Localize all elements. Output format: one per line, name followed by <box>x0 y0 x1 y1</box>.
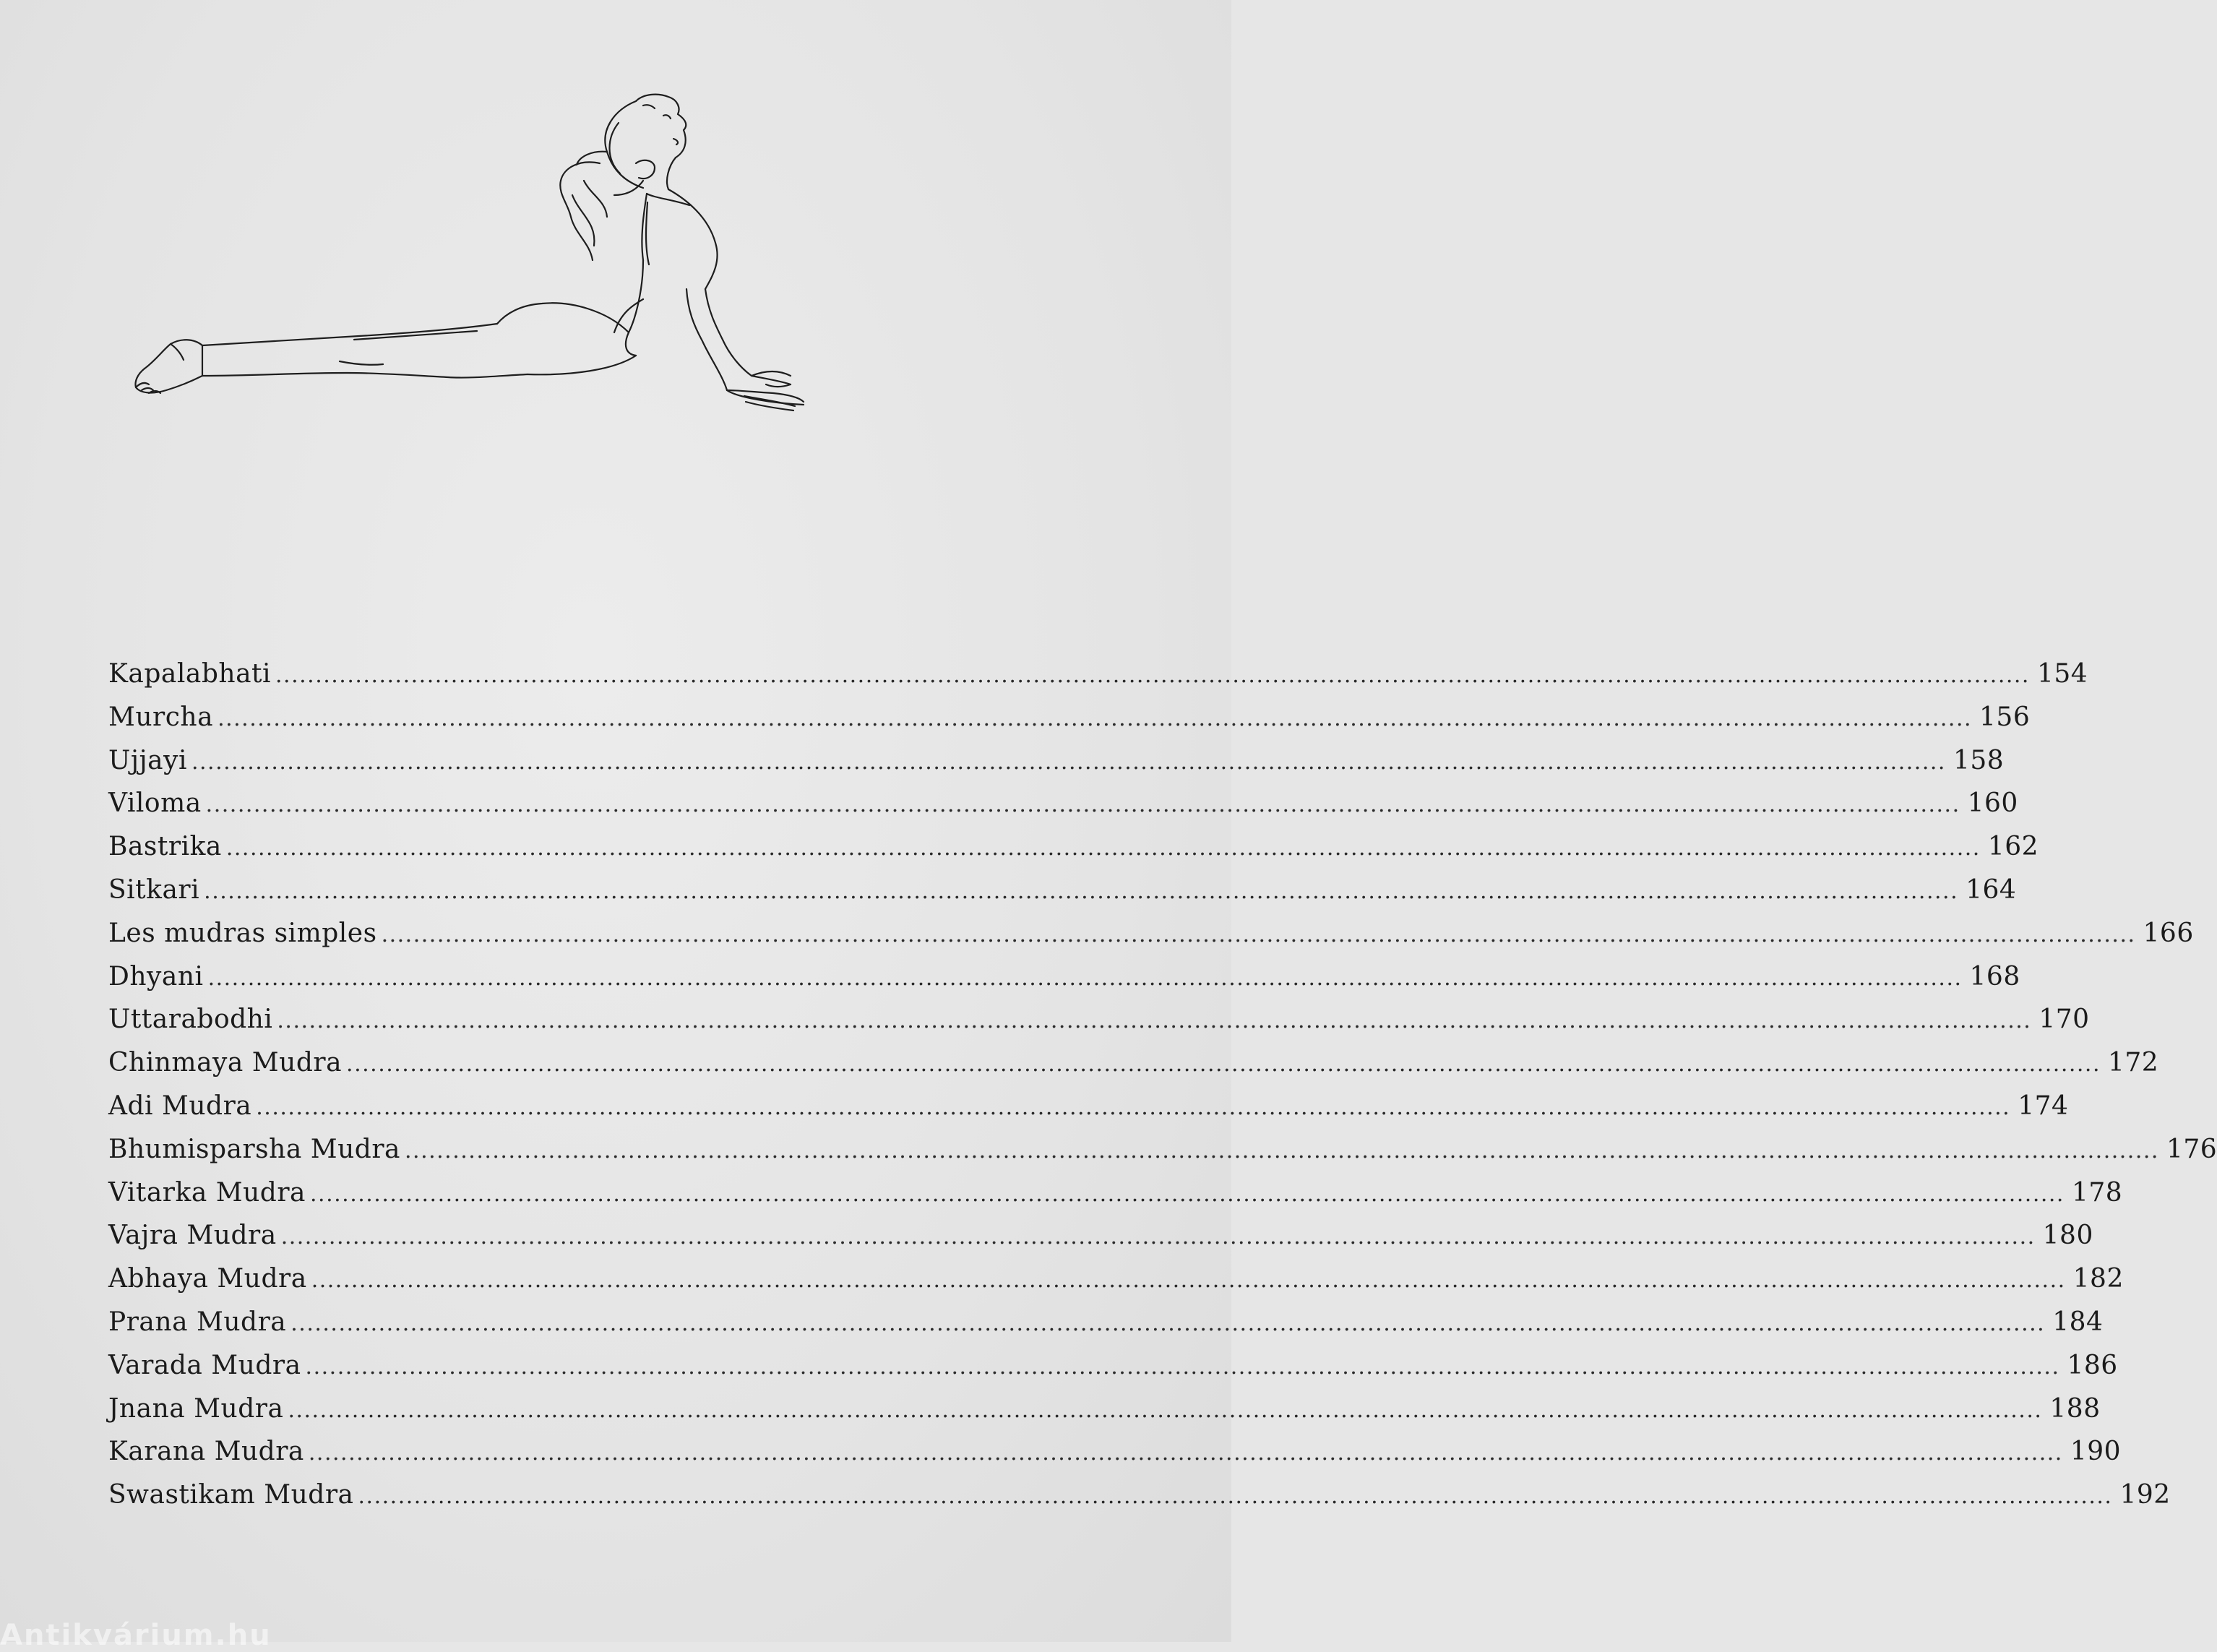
toc-entry <box>108 1177 2123 1221</box>
toc-leader-dots: ............................................................................................................................................................................................................................ <box>191 749 1946 775</box>
toc-leader-dots: ............................................................................................................................................................................................................................ <box>277 1008 2032 1034</box>
toc-leader-dots: ............................................................................................................................................................................................................................ <box>290 1310 2046 1336</box>
toc-leader-dots: ............................................................................................................................................................................................................................ <box>346 1051 2101 1077</box>
toc-leader-dots: ............................................................................................................................................................................................................................ <box>381 921 2136 947</box>
toc-entry <box>108 918 2194 962</box>
watermark-logo: Antikvárium.hu <box>0 1619 272 1652</box>
toc-entry <box>108 745 2005 789</box>
toc-entry-page: 154 <box>2036 659 2088 689</box>
toc-leader-dots: ............................................................................................................................................................................................................................ <box>275 663 2030 688</box>
toc-entry-title: Karana Mudra <box>108 1437 304 1467</box>
toc-leader-dots: ............................................................................................................................................................................................................................ <box>225 835 1981 861</box>
toc-entry <box>108 1307 2104 1351</box>
toc-leader-dots: ............................................................................................................................................................................................................................ <box>305 1354 2060 1380</box>
toc-leader-dots: ............................................................................................................................................................................................................................ <box>288 1397 2043 1423</box>
toc-leader-dots: ............................................................................................................................................................................................................................ <box>280 1224 2036 1250</box>
toc-entry-page: 156 <box>1979 702 2031 732</box>
toc-entry <box>108 1048 2159 1091</box>
cobra-pose-illustration <box>137 72 990 506</box>
toc-entry <box>108 788 2018 832</box>
toc-entry-page: 162 <box>1987 832 2039 862</box>
toc-leader-dots: ............................................................................................................................................................................................................................ <box>310 1181 2065 1207</box>
toc-leader-dots: ............................................................................................................................................................................................................................ <box>204 878 1959 904</box>
toc-entry-page: 160 <box>1967 788 2018 819</box>
toc-entry <box>108 874 2017 919</box>
toc-leader-dots: ............................................................................................................................................................................................................................ <box>405 1137 2159 1163</box>
toc-entry-page: 166 <box>2143 918 2194 948</box>
toc-entry-page: 190 <box>2070 1437 2122 1467</box>
toc-entry-title: Bastrika <box>108 832 222 862</box>
toc-leader-dots: ............................................................................................................................................................................................................................ <box>308 1440 2063 1466</box>
toc-entry-page: 172 <box>2108 1048 2159 1078</box>
toc-leader-dots: ............................................................................................................................................................................................................................ <box>311 1268 2066 1294</box>
toc-entry <box>108 1437 2122 1480</box>
toc-entry-title: Viloma <box>108 788 202 819</box>
toc-leader-dots: ............................................................................................................................................................................................................................ <box>256 1094 2011 1120</box>
toc-entry-title: Chinmaya Mudra <box>108 1048 343 1078</box>
toc-entry-title: Murcha <box>108 702 214 732</box>
toc-entry-page: 174 <box>2018 1090 2069 1121</box>
toc-entry <box>108 702 2031 746</box>
toc-entry <box>108 1480 2171 1523</box>
toc-entry <box>108 1004 2090 1048</box>
toc-entry <box>108 961 2020 1005</box>
toc-entry-title: Dhyani <box>108 961 204 991</box>
toc-entry-title: Vajra Mudra <box>108 1221 277 1251</box>
toc-entry-page: 170 <box>2039 1004 2090 1035</box>
toc-entry-title: Ujjayi <box>108 745 187 775</box>
toc-entry-page: 176 <box>2166 1134 2217 1164</box>
toc-entry-title: Varada Mudra <box>108 1350 301 1380</box>
toc-entry-page: 182 <box>2072 1264 2124 1294</box>
toc-entry-title: Les mudras simples <box>108 918 377 948</box>
toc-leader-dots: ............................................................................................................................................................................................................................ <box>205 792 1960 818</box>
toc-entry-page: 158 <box>1953 745 2005 775</box>
toc-entry-title: Adi Mudra <box>108 1090 252 1121</box>
toc-entry-title: Kapalabhati <box>108 659 272 689</box>
toc-leader-dots: ............................................................................................................................................................................................................................ <box>207 965 1963 991</box>
toc-entry <box>108 1350 2118 1394</box>
toc-entry <box>108 1393 2101 1437</box>
toc-entry-title: Uttarabodhi <box>108 1004 273 1035</box>
toc-entry-page: 184 <box>2052 1307 2104 1337</box>
toc-entry <box>108 832 2039 875</box>
toc-entry-page: 188 <box>2049 1393 2101 1424</box>
toc-entry-title: Prana Mudra <box>108 1307 287 1337</box>
toc-entry-title: Vitarka Mudra <box>108 1177 306 1208</box>
toc-entry-page: 180 <box>2042 1221 2093 1251</box>
toc-entry <box>108 659 2088 702</box>
table-of-contents <box>108 659 2217 1523</box>
toc-entry-title: Sitkari <box>108 874 200 905</box>
toc-entry-title: Abhaya Mudra <box>108 1264 307 1294</box>
toc-entry-page: 178 <box>2071 1177 2123 1208</box>
toc-entry-page: 168 <box>1969 961 2020 991</box>
toc-entry-title: Swastikam Mudra <box>108 1480 354 1510</box>
toc-entry-page: 186 <box>2067 1350 2118 1380</box>
toc-entry <box>108 1221 2093 1264</box>
toc-entry <box>108 1090 2069 1135</box>
toc-entry-title: Bhumisparsha Mudra <box>108 1134 400 1164</box>
toc-entry <box>108 1264 2124 1307</box>
toc-entry-page: 164 <box>1966 874 2017 905</box>
toc-entry-page: 192 <box>2119 1480 2171 1510</box>
toc-leader-dots: ............................................................................................................................................................................................................................ <box>218 705 1973 731</box>
toc-leader-dots: ............................................................................................................................................................................................................................ <box>358 1484 2113 1510</box>
toc-entry-title: Jnana Mudra <box>108 1393 284 1424</box>
toc-entry <box>108 1134 2217 1178</box>
